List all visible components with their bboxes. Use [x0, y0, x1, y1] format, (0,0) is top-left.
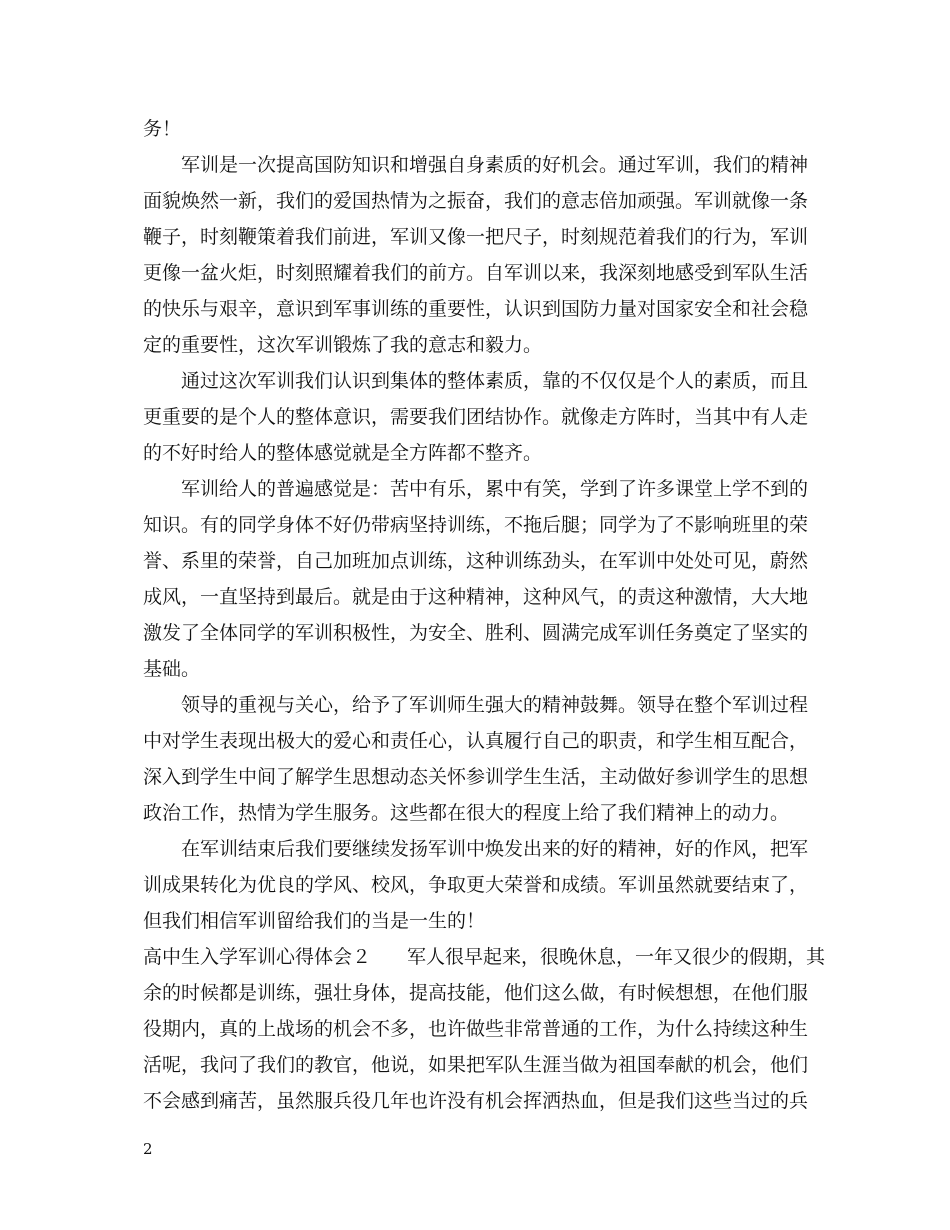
text-line: 激发了全体同学的军训积极性，为安全、胜利、圆满完成军训任务奠定了坚实的 [143, 622, 809, 644]
section-title: 高中生入学军训心得体会２ [143, 946, 372, 968]
text-line: 通过这次军训我们认识到集体的整体素质，靠的不仅仅是个人的素质，而且 [143, 370, 809, 392]
section-text: 军人很早起来，很晚休息，一年又很少的假期，其 [407, 946, 826, 968]
text-line: 活呢，我问了我们的教官，他说，如果把军队生涯当做为祖国奉献的机会，他们 [143, 1054, 809, 1076]
text-line: 定的重要性，这次军训锻炼了我的意志和毅力。 [143, 334, 543, 356]
text-line: 政治工作，热情为学生服务。这些都在很大的程度上给了我们精神上的动力。 [143, 802, 790, 824]
text-line: 知识。有的同学身体不好仍带病坚持训练，不拖后腿；同学为了不影响班里的荣 [143, 514, 809, 536]
text-line: 更像一盆火炬，时刻照耀着我们的前方。自军训以来，我深刻地感受到军队生活 [143, 262, 809, 284]
text-line: 役期内，真的上战场的机会不多，也许做些非常普通的工作，为什么持续这种生 [143, 1018, 809, 1040]
text-line: 余的时候都是训练，强壮身体，提高技能，他们这么做，有时候想想，在他们服 [143, 982, 809, 1004]
text-line: 鞭子，时刻鞭策着我们前进，军训又像一把尺子，时刻规范着我们的行为，军训 [143, 226, 809, 248]
text-line: 务！ [143, 118, 182, 140]
page-number: 2 [143, 1140, 153, 1158]
text-line: 军训给人的普遍感觉是：苦中有乐，累中有笑，学到了许多课堂上学不到的 [143, 478, 809, 500]
text-line: 军训是一次提高国防知识和增强自身素质的好机会。通过军训，我们的精神 [143, 154, 809, 176]
text-line: 训成果转化为优良的学风、校风，争取更大荣誉和成绩。军训虽然就要结束了， [143, 874, 809, 896]
text-line: 誉、系里的荣誉，自己加班加点训练，这种训练劲头，在军训中处处可见，蔚然 [143, 550, 809, 572]
text-line: 的快乐与艰辛，意识到军事训练的重要性，认识到国防力量对国家安全和社会稳 [143, 298, 809, 320]
text-line: 不会感到痛苦，虽然服兵役几年也许没有机会挥洒热血，但是我们这些当过的兵 [143, 1090, 809, 1112]
text-line: 的不好时给人的整体感觉就是全方阵都不整齐。 [143, 442, 543, 464]
text-line: 面貌焕然一新，我们的爱国热情为之振奋，我们的意志倍加顽强。军训就像一条 [143, 190, 809, 212]
text-line: 深入到学生中间了解学生思想动态关怀参训学生生活，主动做好参训学生的思想 [143, 766, 809, 788]
text-line: 中对学生表现出极大的爱心和责任心，认真履行自己的职责，和学生相互配合， [143, 730, 809, 752]
text-line: 但我们相信军训留给我们的当是一生的！ [143, 910, 486, 932]
text-line: 成风，一直坚持到最后。就是由于这种精神，这种风气，的责这种激情，大大地 [143, 586, 809, 608]
text-line: 更重要的是个人的整体意识，需要我们团结协作。就像走方阵时，当其中有人走 [143, 406, 809, 428]
text-line: 在军训结束后我们要继续发扬军训中焕发出来的好的精神，好的作风，把军 [143, 838, 809, 860]
section-heading-line [143, 945, 825, 969]
text-line: 基础。 [143, 658, 201, 680]
text-line: 领导的重视与关心，给予了军训师生强大的精神鼓舞。领导在整个军训过程 [143, 694, 809, 716]
